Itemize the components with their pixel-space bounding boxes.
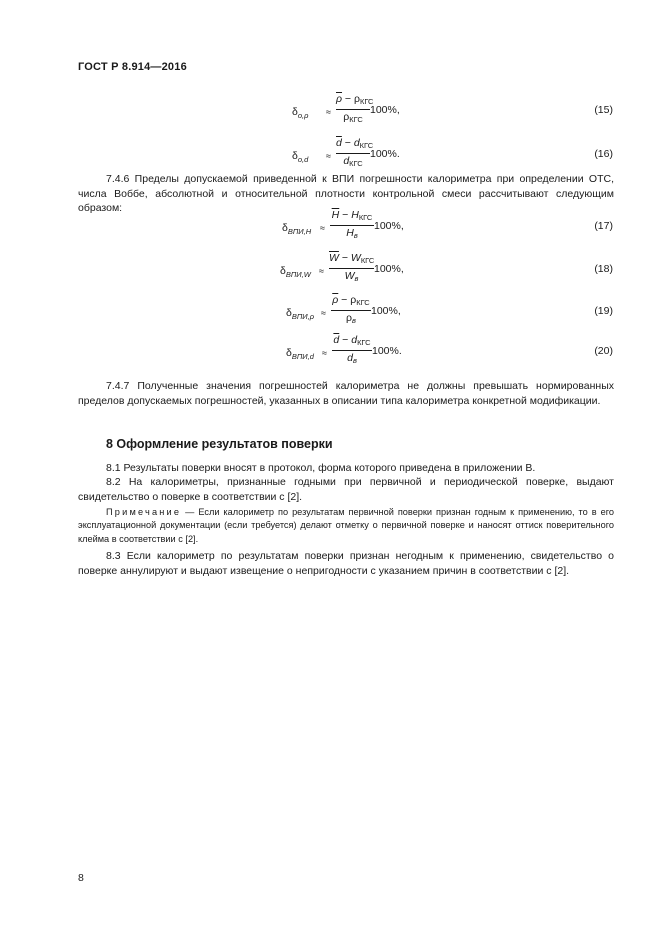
equation-lhs: $\delta_{ВПИ,d}$ (286, 347, 314, 361)
equation-18 (0, 252, 661, 292)
document-header: ГОСТ Р 8.914—2016 (78, 61, 187, 73)
paragraph-8-1 (78, 461, 614, 476)
paragraph-8-3-text: 8.3 Если калориметр по результатам поверки признан негодным к применению, свидетельство о поверке аннулируют и выдают извещение о непригодности с указанием причин в соответствии с [2]. (78, 550, 614, 577)
equation-20 (0, 334, 661, 374)
approx-sign: ≈ (322, 348, 327, 358)
approx-sign: ≈ (320, 223, 325, 233)
paragraph-8-3 (78, 549, 614, 578)
approx-sign: ≈ (321, 308, 326, 318)
equation-number: (19) (594, 305, 613, 317)
equation-lhs: $\delta_{ВПИ,H}$ (282, 222, 312, 236)
equation-15 (0, 93, 661, 133)
equation-percent: 100%. (370, 148, 400, 160)
paragraph-8-2 (78, 475, 614, 504)
equation-fraction: $\overline{d} - d_{КГС}$ $d_{КГС}$ (336, 137, 374, 168)
equation-19 (0, 294, 661, 334)
equation-percent: 100%, (371, 305, 401, 317)
page-number: 8 (78, 872, 84, 884)
paragraph-7-4-6-text: 7.4.6 Пределы допускаемой приведенной к ВПИ погрешности калориметра при определении ОТС, числа Воббе, абсолютной и относительной плотности контрольной смеси рассчитывают следующим образом: (78, 173, 614, 215)
approx-sign: ≈ (319, 266, 324, 276)
equation-fraction: $\overline{H} - H_{КГС}$ $H_в$ (331, 209, 373, 240)
approx-sign: ≈ (326, 151, 331, 161)
approx-sign: ≈ (326, 107, 331, 117)
note-block (78, 506, 614, 546)
equation-number: (18) (594, 263, 613, 275)
equation-fraction: $\overline{\rho} - \rho_{КГС}$ $\rho_в$ (332, 294, 370, 325)
equation-17 (0, 209, 661, 249)
equation-percent: 100%, (374, 263, 404, 275)
paragraph-8-2-text: 8.2 На калориметры, признанные годными при первичной и периодической поверке, выдают свидетельство о поверке в соответствии с [2]. (78, 476, 614, 503)
equation-number: (17) (594, 220, 613, 232)
section-heading: 8 Оформление результатов поверки (106, 437, 333, 451)
note-text: — Если калориметр по результатам первичной поверки признан годным к применению, то в его эксплуатационной документации (если требуется) делают отметку о первичной поверке и наносят оттиск поверительного клейма в соответствии с [2]. (78, 507, 614, 544)
equation-number: (20) (594, 345, 613, 357)
equation-fraction: $\overline{\rho} - \rho_{КГС}$ $\rho_{КГС}$ (336, 93, 374, 124)
equation-fraction: $\overline{d} - d_{КГС}$ $d_в$ (333, 334, 371, 365)
paragraph-7-4-7-text: 7.4.7 Полученные значения погрешностей калориметра не должны превышать нормированных пределов допускаемых погрешностей, указанных в описании типа калориметра конкретной модификации. (78, 380, 614, 407)
note-label: Примечание (106, 507, 182, 517)
equation-percent: 100%, (374, 220, 404, 232)
equation-lhs: $\delta_{ВПИ,\rho}$ (286, 307, 315, 321)
equation-percent: 100%. (372, 345, 402, 357)
equation-number: (15) (594, 104, 613, 116)
equation-percent: 100%, (370, 104, 400, 116)
equation-lhs: $\delta_{o,d}$ (292, 150, 309, 164)
equation-lhs: $\delta_{ВПИ,W}$ (280, 265, 311, 279)
equation-number: (16) (594, 148, 613, 160)
paragraph-7-4-7 (78, 379, 614, 408)
paragraph-8-1-text: 8.1 Результаты поверки вносят в протокол, форма которого приведена в приложении В. (106, 462, 536, 474)
equation-16 (0, 137, 661, 177)
equation-lhs: $\delta_{o,\rho}$ (292, 106, 309, 120)
equation-fraction: $\overline{W} - W_{КГС}$ $W_в$ (329, 252, 375, 283)
